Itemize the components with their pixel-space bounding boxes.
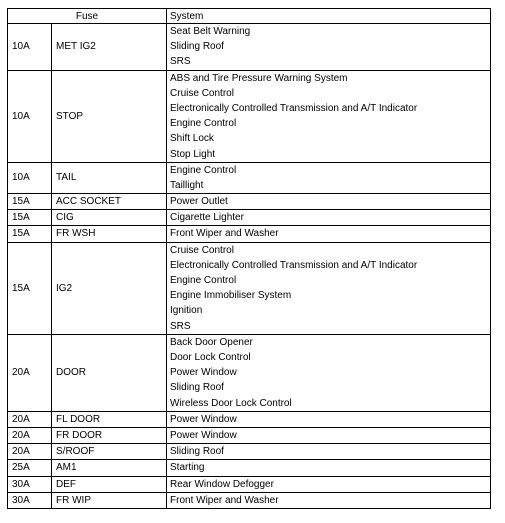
fuse-amperage-cell: 30A [8,476,52,492]
fuse-name-cell: CIG [52,210,167,226]
table-row [8,226,491,242]
fuse-name-cell: TAIL [52,162,167,193]
system-item: Stop Light [170,148,216,160]
fuse-name-cell: FR WSH [52,226,167,242]
fuse-name-cell: AM1 [52,460,167,476]
table-row [8,427,491,443]
system-item: Engine Control [170,164,237,176]
fuse-amperage-cell: 20A [8,427,52,443]
table-header [8,9,491,24]
table-row [8,492,491,508]
fuse-amperage-cell: 30A [8,492,52,508]
table-row [8,476,491,492]
system-item: Power Window [170,367,237,379]
system-item: Engine Control [170,118,237,130]
fuse-name-cell: FL DOOR [52,411,167,427]
system-item: Shift Lock [170,133,214,145]
system-cell [167,492,491,508]
system-item: Door Lock Control [170,351,251,363]
fuse-amperage-cell: 20A [8,411,52,427]
system-item: Wireless Door Lock Control [170,397,292,409]
table-row [8,24,491,71]
system-column-header: System [167,9,491,24]
system-cell [167,444,491,460]
system-item: Sliding Roof [170,446,224,458]
fuse-name-cell: ACC SOCKET [52,194,167,210]
system-item: SRS [170,56,191,68]
table-row [8,70,491,162]
table-row [8,444,491,460]
fuse-name-cell: MET IG2 [52,24,167,71]
system-item: Sliding Roof [170,41,224,53]
fuse-amperage-cell: 15A [8,242,52,334]
system-item: Front Wiper and Washer [170,228,279,240]
system-item: Back Door Opener [170,336,253,348]
system-cell [167,194,491,210]
fuse-name-cell: DEF [52,476,167,492]
system-item: Power Window [170,429,237,441]
system-item: Ignition [170,305,203,317]
system-item: Engine Immobiliser System [170,290,292,302]
system-item: Sliding Roof [170,382,224,394]
system-item: Power Window [170,413,237,425]
system-cell [167,411,491,427]
table-row [8,460,491,476]
fuse-amperage-cell: 15A [8,194,52,210]
system-cell [167,210,491,226]
system-item: SRS [170,320,191,332]
table-row [8,194,491,210]
system-cell [167,70,491,162]
system-item: Electronically Controlled Transmission and A/T Indicator [170,259,418,271]
fuse-amperage-cell: 10A [8,24,52,71]
system-item: Cigarette Lighter [170,212,244,224]
system-cell [167,162,491,193]
fuse-amperage-cell: 15A [8,210,52,226]
fuse-amperage-cell: 20A [8,444,52,460]
fuse-amperage-cell: 15A [8,226,52,242]
table-row [8,162,491,193]
system-item: Power Outlet [170,196,228,208]
table-row [8,334,491,411]
system-item: Taillight [170,179,204,191]
system-cell [167,427,491,443]
fuse-column-header: Fuse [8,9,167,24]
system-cell [167,476,491,492]
system-item: Front Wiper and Washer [170,494,279,506]
fuse-amperage-cell: 10A [8,162,52,193]
system-item: Rear Window Defogger [170,478,274,490]
system-item: ABS and Tire Pressure Warning System [170,72,348,84]
system-item: Seat Belt Warning [170,26,251,37]
system-item: Electronically Controlled Transmission and A/T Indicator [170,102,418,114]
fuse-amperage-cell: 20A [8,334,52,411]
system-cell [167,460,491,476]
table-row [8,411,491,427]
fuse-name-cell: DOOR [52,334,167,411]
system-item: Cruise Control [170,87,234,99]
fuse-table [7,8,491,509]
system-item: Starting [170,462,205,474]
header-row [8,9,491,24]
system-cell [167,334,491,411]
system-item: Engine Control [170,275,237,287]
table-row [8,242,491,334]
table-body [8,24,491,509]
fuse-name-cell: STOP [52,70,167,162]
system-item: Cruise Control [170,244,234,256]
fuse-name-cell: S/ROOF [52,444,167,460]
system-cell [167,226,491,242]
fuse-name-cell: IG2 [52,242,167,334]
system-cell [167,242,491,334]
table-row [8,210,491,226]
fuse-name-cell: FR WIP [52,492,167,508]
fuse-amperage-cell: 25A [8,460,52,476]
fuse-amperage-cell: 10A [8,70,52,162]
fuse-name-cell: FR DOOR [52,427,167,443]
system-cell [167,24,491,71]
